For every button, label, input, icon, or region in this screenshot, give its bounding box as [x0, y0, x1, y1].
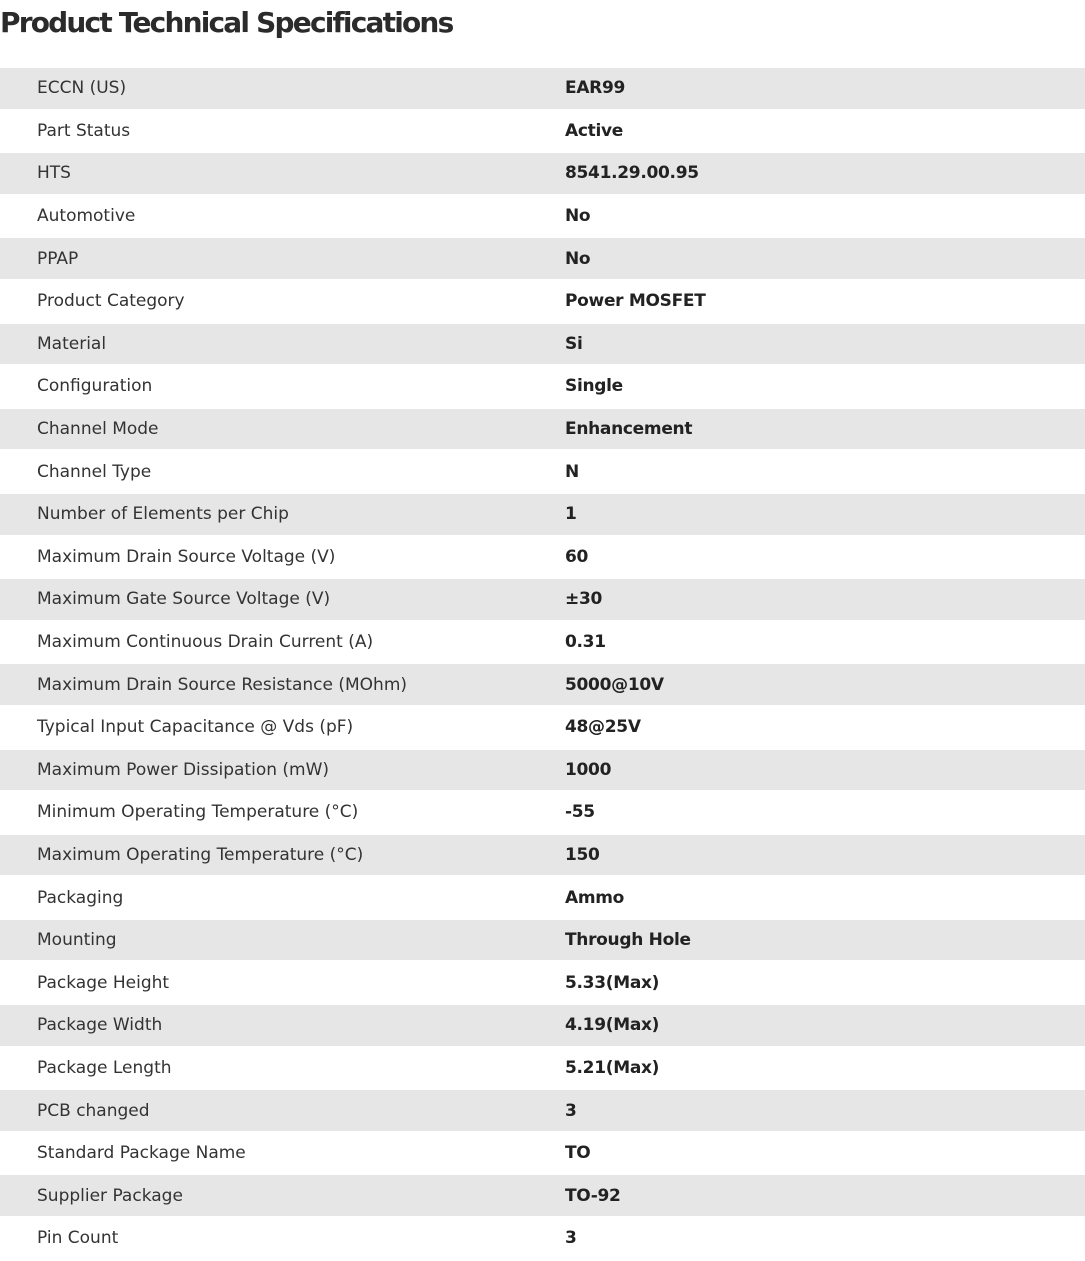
spec-value: Power MOSFET	[565, 291, 706, 312]
spec-value: Through Hole	[565, 930, 691, 951]
spec-label: Maximum Power Dissipation (mW)	[37, 759, 330, 780]
spec-label: Automotive	[37, 206, 136, 227]
spec-row	[0, 622, 1085, 665]
spec-value: ±30	[565, 589, 603, 610]
spec-row	[0, 153, 1085, 196]
spec-value: 1	[565, 504, 577, 525]
spec-row	[0, 324, 1085, 367]
spec-label: HTS	[37, 163, 71, 184]
spec-label: Maximum Continuous Drain Current (A)	[37, 632, 374, 653]
spec-label: Part Status	[37, 120, 131, 141]
spec-label: Material	[37, 333, 107, 354]
spec-row	[0, 1048, 1085, 1091]
spec-label: Standard Package Name	[37, 1143, 246, 1164]
spec-value: 5.33(Max)	[565, 972, 660, 993]
spec-value: 3	[565, 1100, 577, 1121]
spec-row	[0, 962, 1085, 1005]
spec-value: -55	[565, 802, 595, 823]
spec-value: 150	[565, 844, 600, 865]
spec-row	[0, 111, 1085, 154]
spec-label: Pin Count	[37, 1228, 119, 1249]
spec-row	[0, 664, 1085, 707]
spec-label: Package Width	[37, 1015, 163, 1036]
spec-row	[0, 579, 1085, 622]
page-title: Product Technical Specifications	[0, 6, 453, 39]
spec-row	[0, 238, 1085, 281]
spec-row	[0, 1175, 1085, 1218]
spec-value: Enhancement	[565, 419, 693, 440]
spec-row	[0, 1218, 1085, 1261]
spec-value: 48@25V	[565, 717, 641, 738]
spec-value: TO-92	[565, 1185, 621, 1206]
spec-label: Channel Type	[37, 461, 152, 482]
spec-label: Maximum Operating Temperature (°C)	[37, 844, 364, 865]
spec-row	[0, 877, 1085, 920]
spec-table	[0, 68, 1085, 1261]
spec-value: Ammo	[565, 887, 625, 908]
spec-label: Maximum Drain Source Voltage (V)	[37, 546, 336, 567]
spec-row	[0, 750, 1085, 793]
spec-value: 3	[565, 1228, 577, 1249]
spec-value: 5000@10V	[565, 674, 664, 695]
spec-label: Minimum Operating Temperature (°C)	[37, 802, 359, 823]
spec-row	[0, 366, 1085, 409]
spec-row	[0, 409, 1085, 452]
spec-value: 5.21(Max)	[565, 1057, 660, 1078]
spec-row	[0, 920, 1085, 963]
spec-label: ECCN (US)	[37, 78, 127, 99]
spec-value: 8541.29.00.95	[565, 163, 699, 184]
spec-value: 0.31	[565, 632, 606, 653]
spec-value: No	[565, 206, 591, 227]
spec-label: Maximum Gate Source Voltage (V)	[37, 589, 331, 610]
spec-value: Active	[565, 120, 623, 141]
spec-label: Supplier Package	[37, 1185, 183, 1206]
spec-label: Package Length	[37, 1057, 172, 1078]
spec-row	[0, 537, 1085, 580]
spec-label: Package Height	[37, 972, 170, 993]
spec-label: Packaging	[37, 887, 124, 908]
spec-row	[0, 1005, 1085, 1048]
spec-label: Configuration	[37, 376, 153, 397]
spec-value: N	[565, 461, 579, 482]
spec-label: Product Category	[37, 291, 185, 312]
spec-value: Si	[565, 333, 583, 354]
spec-value: 1000	[565, 759, 612, 780]
spec-value: 60	[565, 546, 589, 567]
spec-value: No	[565, 248, 591, 269]
spec-row	[0, 68, 1085, 111]
spec-value: Single	[565, 376, 623, 397]
spec-label: PCB changed	[37, 1100, 150, 1121]
spec-row	[0, 1133, 1085, 1176]
spec-row	[0, 451, 1085, 494]
spec-row	[0, 835, 1085, 878]
spec-row	[0, 792, 1085, 835]
spec-label: Maximum Drain Source Resistance (MOhm)	[37, 674, 408, 695]
spec-row	[0, 494, 1085, 537]
spec-label: Number of Elements per Chip	[37, 504, 289, 525]
spec-value: EAR99	[565, 78, 626, 99]
spec-value: 4.19(Max)	[565, 1015, 660, 1036]
spec-label: PPAP	[37, 248, 79, 269]
spec-row	[0, 707, 1085, 750]
spec-label: Typical Input Capacitance @ Vds (pF)	[37, 717, 354, 738]
spec-row	[0, 281, 1085, 324]
spec-label: Channel Mode	[37, 419, 159, 440]
spec-row	[0, 1090, 1085, 1133]
spec-row	[0, 196, 1085, 239]
spec-label: Mounting	[37, 930, 117, 951]
spec-value: TO	[565, 1143, 591, 1164]
